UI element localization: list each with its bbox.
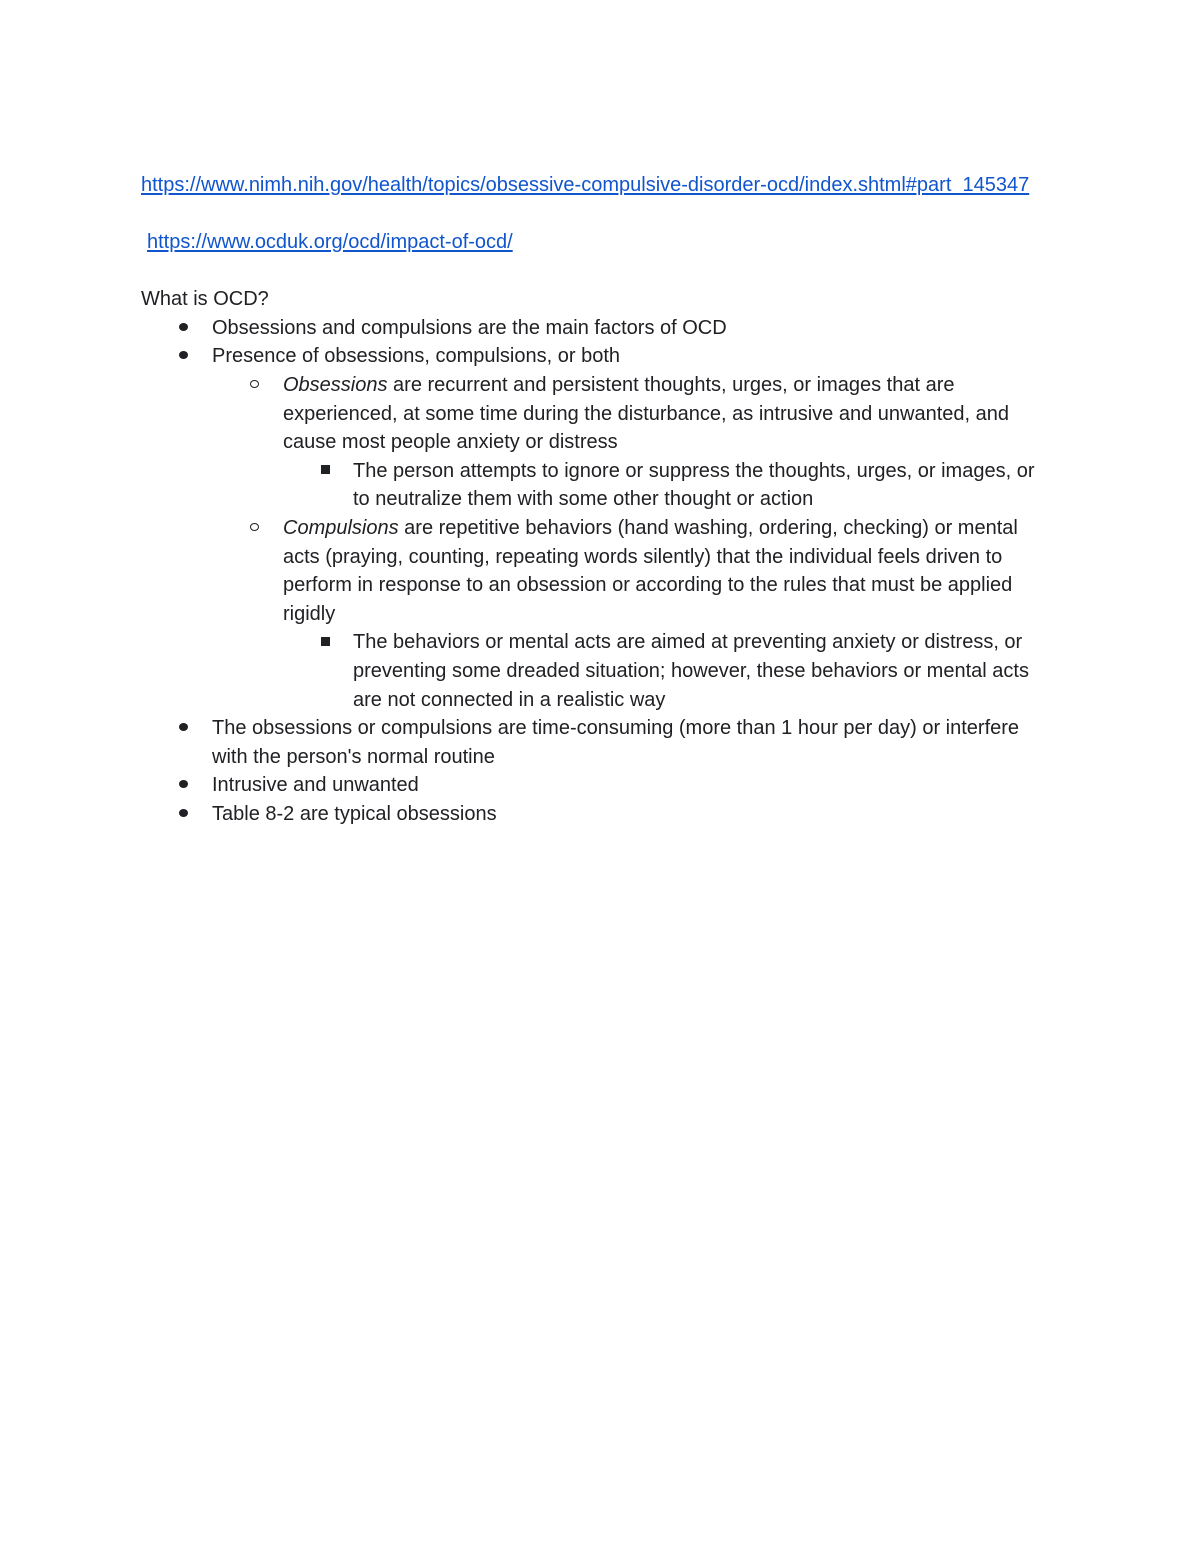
term-compulsions: Compulsions xyxy=(283,516,399,539)
bullet-icon xyxy=(173,342,193,371)
bullet-icon xyxy=(173,314,193,343)
term-obsessions: Obsessions xyxy=(283,373,388,396)
bullet-icon xyxy=(173,800,193,829)
list-item-text: The person attempts to ignore or suppress the thoughts, urges, or images, or to neutralize them with some other thought or action xyxy=(353,459,1035,511)
sub-list-item xyxy=(141,371,1055,457)
nimh-link[interactable]: https://www.nimh.nih.gov/health/topics/obsessive-compulsive-disorder-ocd/index.shtml#part_145347 xyxy=(141,174,1030,196)
list-item-text: The behaviors or mental acts are aimed at preventing anxiety or distress, or preventing some dreaded situation; however, these behaviors or mental acts are not connected in a realistic way xyxy=(353,631,1029,711)
definition-text: are recurrent and persistent thoughts, urges, or images that are experienced, at some time during the disturbance, as intrusive and unwanted, and cause most people anxiety or distress xyxy=(283,373,1009,454)
list-item-text: The obsessions or compulsions are time-consuming (more than 1 hour per day) or interfere with the person's normal routine xyxy=(212,717,1020,768)
circle-bullet-icon xyxy=(244,514,264,543)
list-item xyxy=(141,800,1055,829)
sub-list-item xyxy=(141,514,1055,628)
list-item-text: Presence of obsessions, compulsions, or both xyxy=(212,345,620,368)
ocduk-link[interactable]: https://www.ocduk.org/ocd/impact-of-ocd/ xyxy=(147,230,513,253)
square-bullet-icon xyxy=(315,457,335,486)
list-item-text xyxy=(283,517,1018,625)
bullet-icon xyxy=(173,771,193,800)
list-item-text: Obsessions and compulsions are the main factors of OCD xyxy=(212,316,727,339)
bullet-icon xyxy=(173,714,193,743)
list-item-text: Intrusive and unwanted xyxy=(212,774,419,797)
sub-sub-list-item xyxy=(141,628,1055,714)
document-page xyxy=(141,171,1055,828)
definition-text: are repetitive behaviors (hand washing, ordering, checking) or mental acts (praying, counting, repeating words silently) that the individual feels driven to perform in response to an obsession or according to the rules that must be applied rigidly xyxy=(283,516,1018,625)
list-item xyxy=(141,314,1055,343)
list-item xyxy=(141,342,1055,371)
list-item-text: Table 8-2 are typical obsessions xyxy=(212,802,497,825)
sub-sub-list-item xyxy=(141,457,1055,514)
list-item xyxy=(141,771,1055,800)
circle-bullet-icon xyxy=(244,371,264,400)
section-title: What is OCD? xyxy=(141,288,269,311)
list-item-text xyxy=(283,374,1009,453)
list-item xyxy=(141,714,1055,771)
square-bullet-icon xyxy=(315,628,335,657)
